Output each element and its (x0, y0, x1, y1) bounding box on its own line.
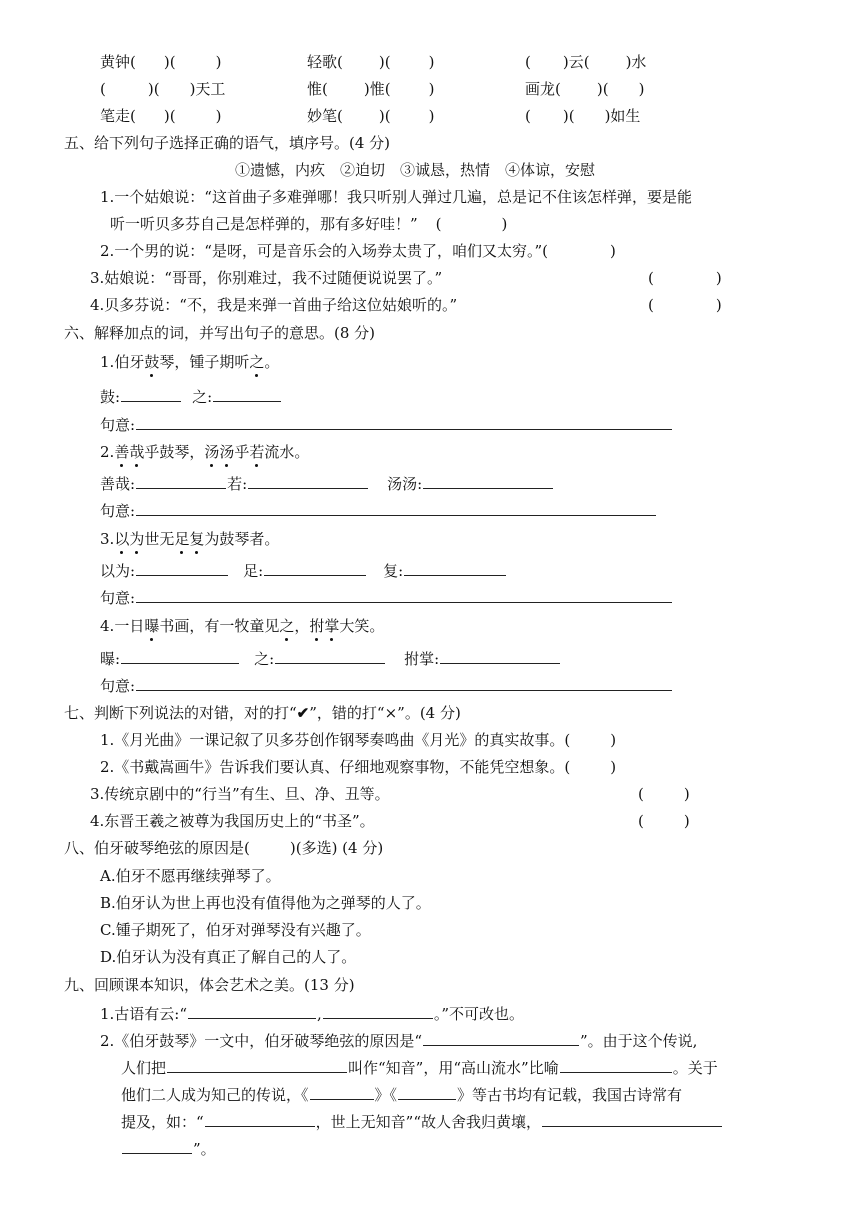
dotted-char: 善 (114, 443, 130, 461)
choice-d: D.伯牙认为没有真正了解自己的人了。 (100, 948, 357, 966)
review-2-line-3: 他们二人成为知己的传说，《 》《 》等古书均有记载，我国古诗常有 (121, 1086, 683, 1104)
dotted-char: 曝 (144, 617, 160, 635)
meaning-row-2: 句意: (100, 500, 657, 520)
answer-paren[interactable]: ( ) (648, 269, 722, 287)
meaning-row-3: 句意: (100, 587, 673, 607)
idiom-text: ( (100, 80, 106, 98)
dotted-char: 以 (114, 530, 130, 548)
idiom-row-2c (525, 79, 644, 99)
idiom-text: 妙笔( (307, 107, 343, 125)
review-1: 1.古语有云:“ , 。”不可改也。 (100, 1005, 524, 1023)
sentence-5-4: 4.贝多芬说：“不，我是来弹一首曲子给这位姑娘听的。” (90, 296, 458, 314)
judge-4: 4.东晋王羲之被尊为我国历史上的“书圣”。 (90, 812, 375, 830)
answer-blank[interactable] (542, 1111, 722, 1127)
idiom-text: 惟( (307, 80, 328, 98)
explain-row-3: 以为: 足: 复: (100, 560, 507, 580)
answer-blank[interactable] (136, 414, 672, 430)
review-2-line-4: 提及，如：“ ，世上无知音”“故人舍我归黄壤， (121, 1111, 723, 1131)
answer-blank[interactable] (122, 1138, 192, 1154)
idiom-text: )如生 (604, 107, 641, 125)
dotted-char: 复 (189, 530, 205, 548)
idiom-text: 笔走( (100, 107, 136, 125)
choice-b: B.伯牙认为世上再也没有值得他为之弹琴的人了。 (100, 894, 431, 912)
choice-a: A.伯牙不愿再继续弹琴了。 (100, 867, 281, 885)
classical-sentence-2: 2.善哉乎鼓琴，汤汤乎若流水。 (100, 443, 310, 461)
dotted-char: 汤 (204, 443, 220, 461)
section-6-title: 六、解释加点的词，并写出句子的意思。(8 分) (64, 324, 376, 342)
section-7-title: 七、判断下列说法的对错，对的打“✔”，错的打“×”。(4 分) (64, 704, 461, 722)
answer-paren[interactable]: ( ) (564, 731, 617, 749)
answer-blank[interactable] (560, 1057, 672, 1073)
idiom-row-2b (307, 79, 434, 99)
answer-blank[interactable] (188, 1003, 316, 1019)
idiom-text: )水 (625, 53, 647, 71)
idiom-text: ) (428, 53, 435, 71)
section-8-title: 八、伯牙破琴绝弦的原因是( )(多选) (4 分) (64, 839, 384, 857)
dotted-char: 鼓 (144, 353, 160, 371)
answer-blank[interactable] (136, 500, 656, 516)
idiom-row-1 (100, 52, 221, 72)
answer-blank[interactable] (205, 1111, 315, 1127)
sentence-5-1a: 1.一个姑娘说：“这首曲子多难弹哪！我只听别人弹过几遍，总是记不住该怎样弹，要是能 (100, 188, 692, 206)
idiom-text: 画龙( (525, 80, 561, 98)
answer-blank[interactable] (275, 648, 385, 664)
check-icon: ✔ (296, 704, 310, 722)
dotted-char: 掌 (324, 617, 340, 635)
review-2-line-2: 人们把 叫作“知音”，用“高山流水”比喻 。关于 (121, 1059, 718, 1077)
idiom-text: )( (378, 107, 391, 125)
idiom-text: )( (163, 53, 176, 71)
answer-blank[interactable] (440, 648, 560, 664)
answer-blank[interactable] (121, 648, 239, 664)
meaning-row-1: 句意: (100, 414, 673, 434)
classical-sentence-4: 4.一日曝书画，有一牧童见之，拊掌大笑。 (100, 617, 385, 635)
answer-paren[interactable]: ( ) (564, 758, 617, 776)
idiom-text: ( (525, 53, 531, 71)
judge-2: 2.《书戴嵩画牛》告诉我们要认真、仔细地观察事物，不能凭空想象。( ) (100, 758, 617, 776)
idiom-text: 黄钟( (100, 53, 136, 71)
answer-blank[interactable] (404, 560, 506, 576)
review-2-line-5: ”。 (121, 1138, 216, 1158)
dotted-char: 为 (129, 530, 145, 548)
idiom-text: 轻歌( (307, 53, 343, 71)
dotted-char: 之 (249, 353, 265, 371)
answer-blank[interactable] (121, 386, 181, 402)
idiom-text: )天工 (189, 80, 226, 98)
answer-blank[interactable] (423, 1030, 579, 1046)
sentence-5-1b: 听一听贝多芬自己是怎样弹的，那有多好哇！” ( ) (110, 215, 508, 233)
answer-blank[interactable] (167, 1057, 347, 1073)
idiom-text: ) (215, 53, 222, 71)
dotted-char: 若 (249, 443, 265, 461)
review-2-line-1: 2.《伯牙鼓琴》一文中，伯牙破琴绝弦的原因是“ ”。由于这个传说, (100, 1032, 698, 1050)
section-9-title: 九、回顾课本知识，体会艺术之美。(13 分) (64, 976, 355, 994)
idiom-row-3b (307, 106, 434, 126)
explain-row-1: 鼓: 之: (100, 386, 282, 406)
idiom-text: )( (562, 107, 575, 125)
idiom-row-1b (307, 52, 434, 72)
answer-blank[interactable] (136, 587, 672, 603)
answer-blank[interactable] (323, 1003, 433, 1019)
explain-row-4: 曝: 之: 拊掌: (100, 648, 561, 668)
dotted-char: 汤 (219, 443, 235, 461)
judge-3: 3.传统京剧中的“行当”有生、旦、净、丑等。 (90, 785, 390, 803)
classical-sentence-3: 3.以为世无足复为鼓琴者。 (100, 530, 280, 548)
idiom-text: )云( (562, 53, 590, 71)
idiom-row-1c (525, 52, 646, 72)
answer-blank[interactable] (136, 473, 226, 489)
answer-blank[interactable] (423, 473, 553, 489)
answer-paren[interactable]: ( ) (638, 812, 690, 830)
classical-sentence-1: 1.伯牙鼓琴，锺子期听之。 (100, 353, 280, 371)
answer-blank[interactable] (248, 473, 368, 489)
idiom-text: )( (163, 107, 176, 125)
answer-blank[interactable] (136, 675, 672, 691)
idiom-text: )( (378, 53, 391, 71)
answer-paren[interactable]: ( ) (435, 215, 508, 233)
sentence-5-3: 3.姑娘说：“哥哥，你别难过，我不过随便说说罢了。” (90, 269, 443, 287)
idiom-text: ) (638, 80, 645, 98)
answer-blank[interactable] (264, 560, 366, 576)
dotted-char: 哉 (129, 443, 145, 461)
judge-1: 1.《月光曲》一课记叙了贝多芬创作钢琴奏鸣曲《月光》的真实故事。( ) (100, 731, 617, 749)
answer-blank[interactable] (213, 386, 281, 402)
explain-row-2: 善哉: 若: 汤汤: (100, 473, 554, 493)
idiom-text: )惟( (363, 80, 391, 98)
idiom-text: ( (525, 107, 531, 125)
answer-blank[interactable] (310, 1084, 374, 1100)
answer-paren[interactable]: ( ) (648, 296, 722, 314)
idiom-text: )( (596, 80, 609, 98)
answer-blank[interactable] (398, 1084, 456, 1100)
meaning-row-4: 句意: (100, 675, 673, 695)
dotted-char: 之 (279, 617, 295, 635)
answer-paren[interactable]: ( ) (638, 785, 690, 803)
idiom-text: ) (428, 107, 435, 125)
dotted-char: 拊 (309, 617, 325, 635)
choice-c: C.锺子期死了，伯牙对弹琴没有兴趣了。 (100, 921, 371, 939)
answer-blank[interactable] (136, 560, 228, 576)
idiom-text: ) (215, 107, 222, 125)
answer-paren[interactable]: ( ) (542, 242, 616, 260)
dotted-char: 足 (174, 530, 190, 548)
section-5-title: 五、给下列句子选择正确的语气，填序号。(4 分) (64, 134, 391, 152)
tone-options: ①遗憾，内疚 ②迫切 ③诚恳，热情 ④体谅，安慰 (235, 161, 596, 179)
idiom-text: ) (428, 80, 435, 98)
idiom-row-3 (100, 106, 221, 126)
idiom-row-2 (100, 79, 225, 99)
idiom-text: )( (147, 80, 160, 98)
idiom-row-3c (525, 106, 640, 126)
sentence-5-2: 2.一个男的说：“是呀，可是音乐会的入场券太贵了，咱们又太穷。”( ) (100, 242, 616, 260)
